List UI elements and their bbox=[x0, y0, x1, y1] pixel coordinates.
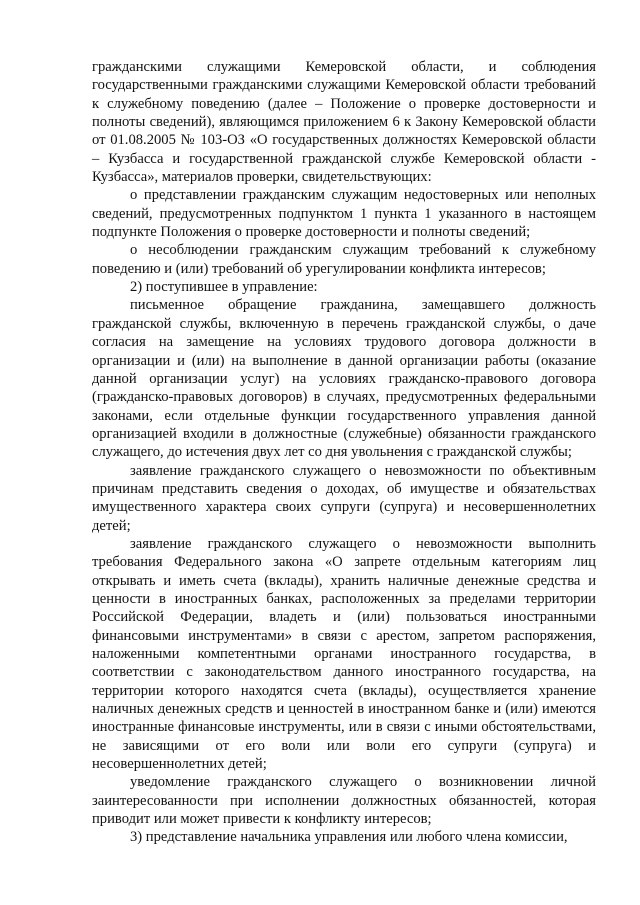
paragraph-continuation: гражданскими служащими Кемеровской области, и соблюдения государственными гражданскими служащими Кемеровской области требований к служебному поведению (далее – Положение о проверке достоверности и полноты сведений), являющимся приложением 6 к Закону Кемеровской области от 01.08.2005 № 103-ОЗ «О государственных должностях Кемеровской области – Кузбасса и государственной гражданской службе Кемеровской области - Кузбасса», материалов проверки, свидетельствующих: bbox=[92, 59, 596, 186]
paragraph-conduct-violation: о несоблюдении гражданским служащим требований к служебному поведению и (или) требований об урегулировании конфликта интересов; bbox=[92, 242, 596, 277]
paragraph-item-2: 2) поступившее в управление: bbox=[130, 279, 318, 296]
document-page bbox=[92, 58, 596, 847]
paragraph-written-appeal: письменное обращение гражданина, замещавшего должность гражданской службы, включенную в перечень гражданской службы, о даче согласия на замещение на условиях трудового договора должности в организации и (или) на выполнение в данной организации работы (оказание данной организации услуг) на условиях гражданско-правового договора (гражданско-правовых договоров) в случаях, предусмотренных федеральными законами, если отдельные функции государственного управления данной организацией входили в должностные (служебные) обязанности гражданского служащего, до истечения двух лет со дня увольнения с гражданской службы; bbox=[92, 297, 596, 461]
paragraph-false-information: о представлении гражданским служащим недостоверных или неполных сведений, предусмотренных подпунктом 1 пункта 1 указанного в настоящем подпункте Положения о проверке достоверности и полноты сведений; bbox=[92, 187, 596, 241]
paragraph-income-statement: заявление гражданского служащего о невозможности по объективным причинам представить сведения о доходах, об имуществе и обязательствах имущественного характера своих супруги (супруга) и несовершеннолетних детей; bbox=[92, 462, 596, 534]
paragraph-item-3: 3) представление начальника управления или любого члена комиссии, bbox=[130, 829, 568, 846]
paragraph-foreign-accounts: заявление гражданского служащего о невозможности выполнить требования Федерального закона «О запрете отдельным категориям лиц открывать и иметь счета (вклады), хранить наличные денежные средства и ценности в иностранных банках, расположенных за пределами территории Российской Федерации, владеть и (или) пользоваться иностранными финансовыми инструментами» в связи с арестом, запретом распоряжения, наложенными компетентными органами иностранного государства, в соответствии с законодательством данного иностранного государства, на территории которого находятся счета (вклады), осуществляется хранение наличных денежных средств и ценностей в иностранном банке и (или) имеются иностранные финансовые инструменты, или в связи с иными обстоятельствами, не зависящими от его воли или воли его супруги (супруга) и несовершеннолетних детей; bbox=[92, 535, 596, 773]
paragraph-conflict-notice: уведомление гражданского служащего о возникновении личной заинтересованности при исполнении должностных обязанностей, которая приводит или может привести к конфликту интересов; bbox=[92, 774, 596, 828]
